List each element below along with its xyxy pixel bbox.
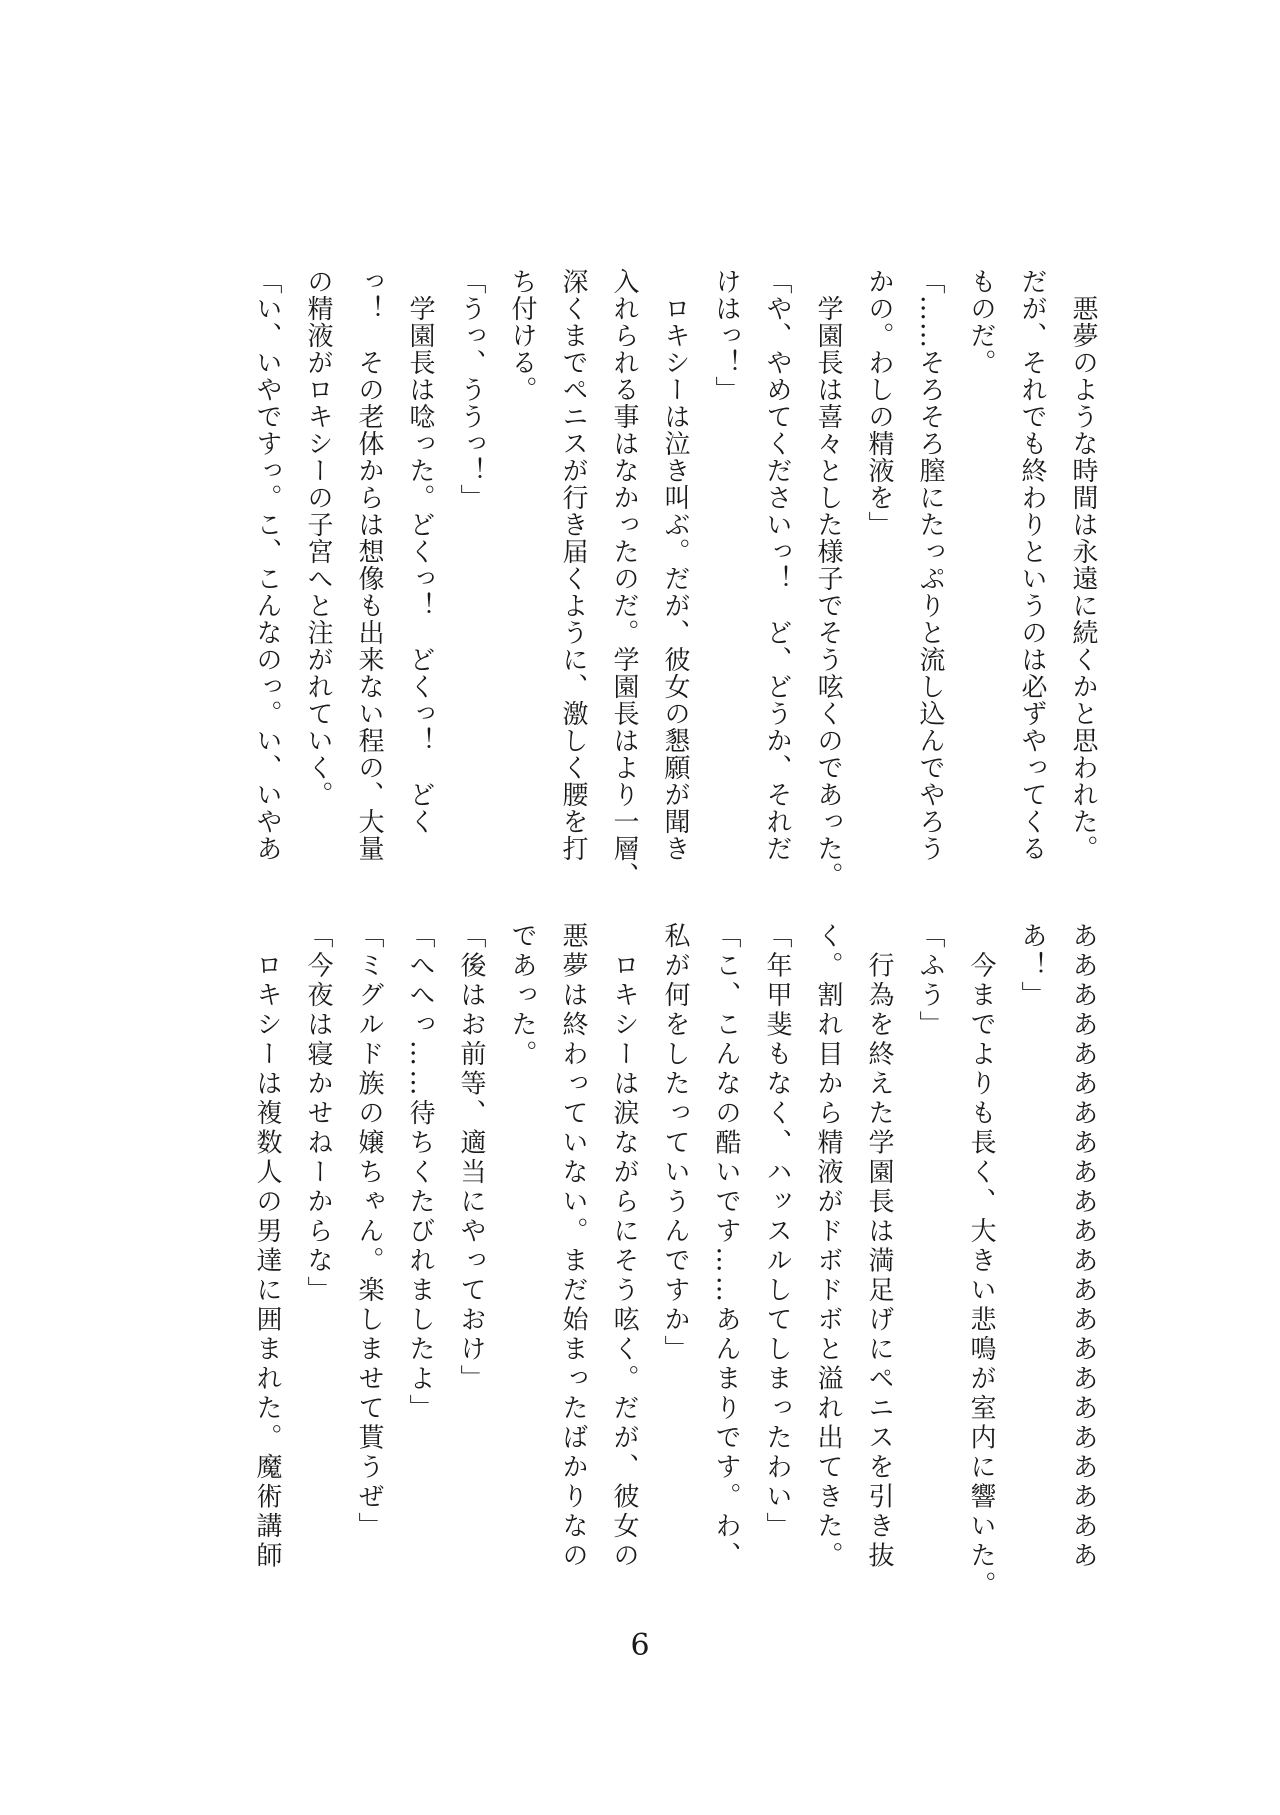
text-column: ち付ける。 bbox=[507, 268, 537, 403]
text-column: 入れられる事はなかったのだ。学園長はより一層、 bbox=[609, 268, 639, 889]
text-column: 「今夜は寝かせねーからな」 bbox=[303, 922, 333, 1306]
text-column: ものだ。 bbox=[966, 268, 996, 376]
text-column: 「うっ、ううっ！」 bbox=[456, 268, 486, 511]
text-column: ロキシーは涙ながらにそう呟く。だが、彼女の bbox=[609, 922, 639, 1571]
text-column: 「い、いやですっ。こ、こんなのっ。い、いやあ bbox=[252, 268, 282, 862]
text-column: 私が何をしたっていうんですか」 bbox=[660, 922, 690, 1365]
text-column: 「……そろそろ膣にたっぷりと流し込んでやろう bbox=[915, 268, 945, 862]
text-column: 悪夢は終わっていない。まだ始まったばかりなの bbox=[558, 922, 588, 1571]
text-column: く。割れ目から精液がドボドボと溢れ出てきた。 bbox=[813, 922, 843, 1571]
text-column: っ！ その老体からは想像も出来ない程の、大量 bbox=[354, 268, 384, 862]
text-column: 深くまでペニスが行き届くように、激しく腰を打 bbox=[558, 268, 588, 862]
text-column: 学園長は唸った。どくっ！ どくっ！ どく bbox=[405, 268, 435, 835]
text-column: けはっ！」 bbox=[711, 268, 741, 403]
text-column: 「こ、こんなの酷いです……あんまりです。わ、 bbox=[711, 922, 741, 1571]
text-block-upper bbox=[238, 268, 1108, 888]
text-column: であった。 bbox=[507, 922, 537, 1070]
text-column: 「ふう」 bbox=[915, 922, 945, 1040]
text-column: あ！」 bbox=[1017, 922, 1047, 1011]
text-column: の精液がロキシーの子宮へと注がれていく。 bbox=[303, 268, 333, 808]
text-column: 「へへっ……待ちくたびれましたよ」 bbox=[405, 922, 435, 1424]
text-column: 行為を終えた学園長は満足げにペニスを引き抜 bbox=[864, 922, 894, 1571]
text-column: だが、それでも終わりというのは必ずやってくる bbox=[1017, 268, 1047, 862]
text-column: ロキシーは複数人の男達に囲まれた。魔術講師 bbox=[252, 922, 282, 1571]
text-column: 「ミグルド族の嬢ちゃん。楽しませて貰うぜ」 bbox=[354, 922, 384, 1542]
page-number: 6 bbox=[630, 1628, 650, 1663]
text-column: 「後はお前等、適当にやっておけ」 bbox=[456, 922, 486, 1394]
text-column: 今までよりも長く、大きい悲鳴が室内に響いた。 bbox=[966, 922, 996, 1601]
text-column: 学園長は喜々とした様子でそう呟くのであった。 bbox=[813, 268, 843, 889]
text-column: ロキシーは泣き叫ぶ。だが、彼女の懇願が聞き bbox=[660, 268, 690, 862]
text-column: かの。わしの精液を」 bbox=[864, 268, 894, 538]
text-column: 「年甲斐もなく、ハッスルしてしまったわい」 bbox=[762, 922, 792, 1542]
text-column: 悪夢のような時間は永遠に続くかと思われた。 bbox=[1068, 268, 1098, 862]
text-column: ああああああああああああああああああああああ bbox=[1068, 922, 1098, 1571]
text-block-lower bbox=[238, 922, 1108, 1602]
text-column: 「や、やめてくださいっ！ ど、どうか、それだ bbox=[762, 268, 792, 862]
